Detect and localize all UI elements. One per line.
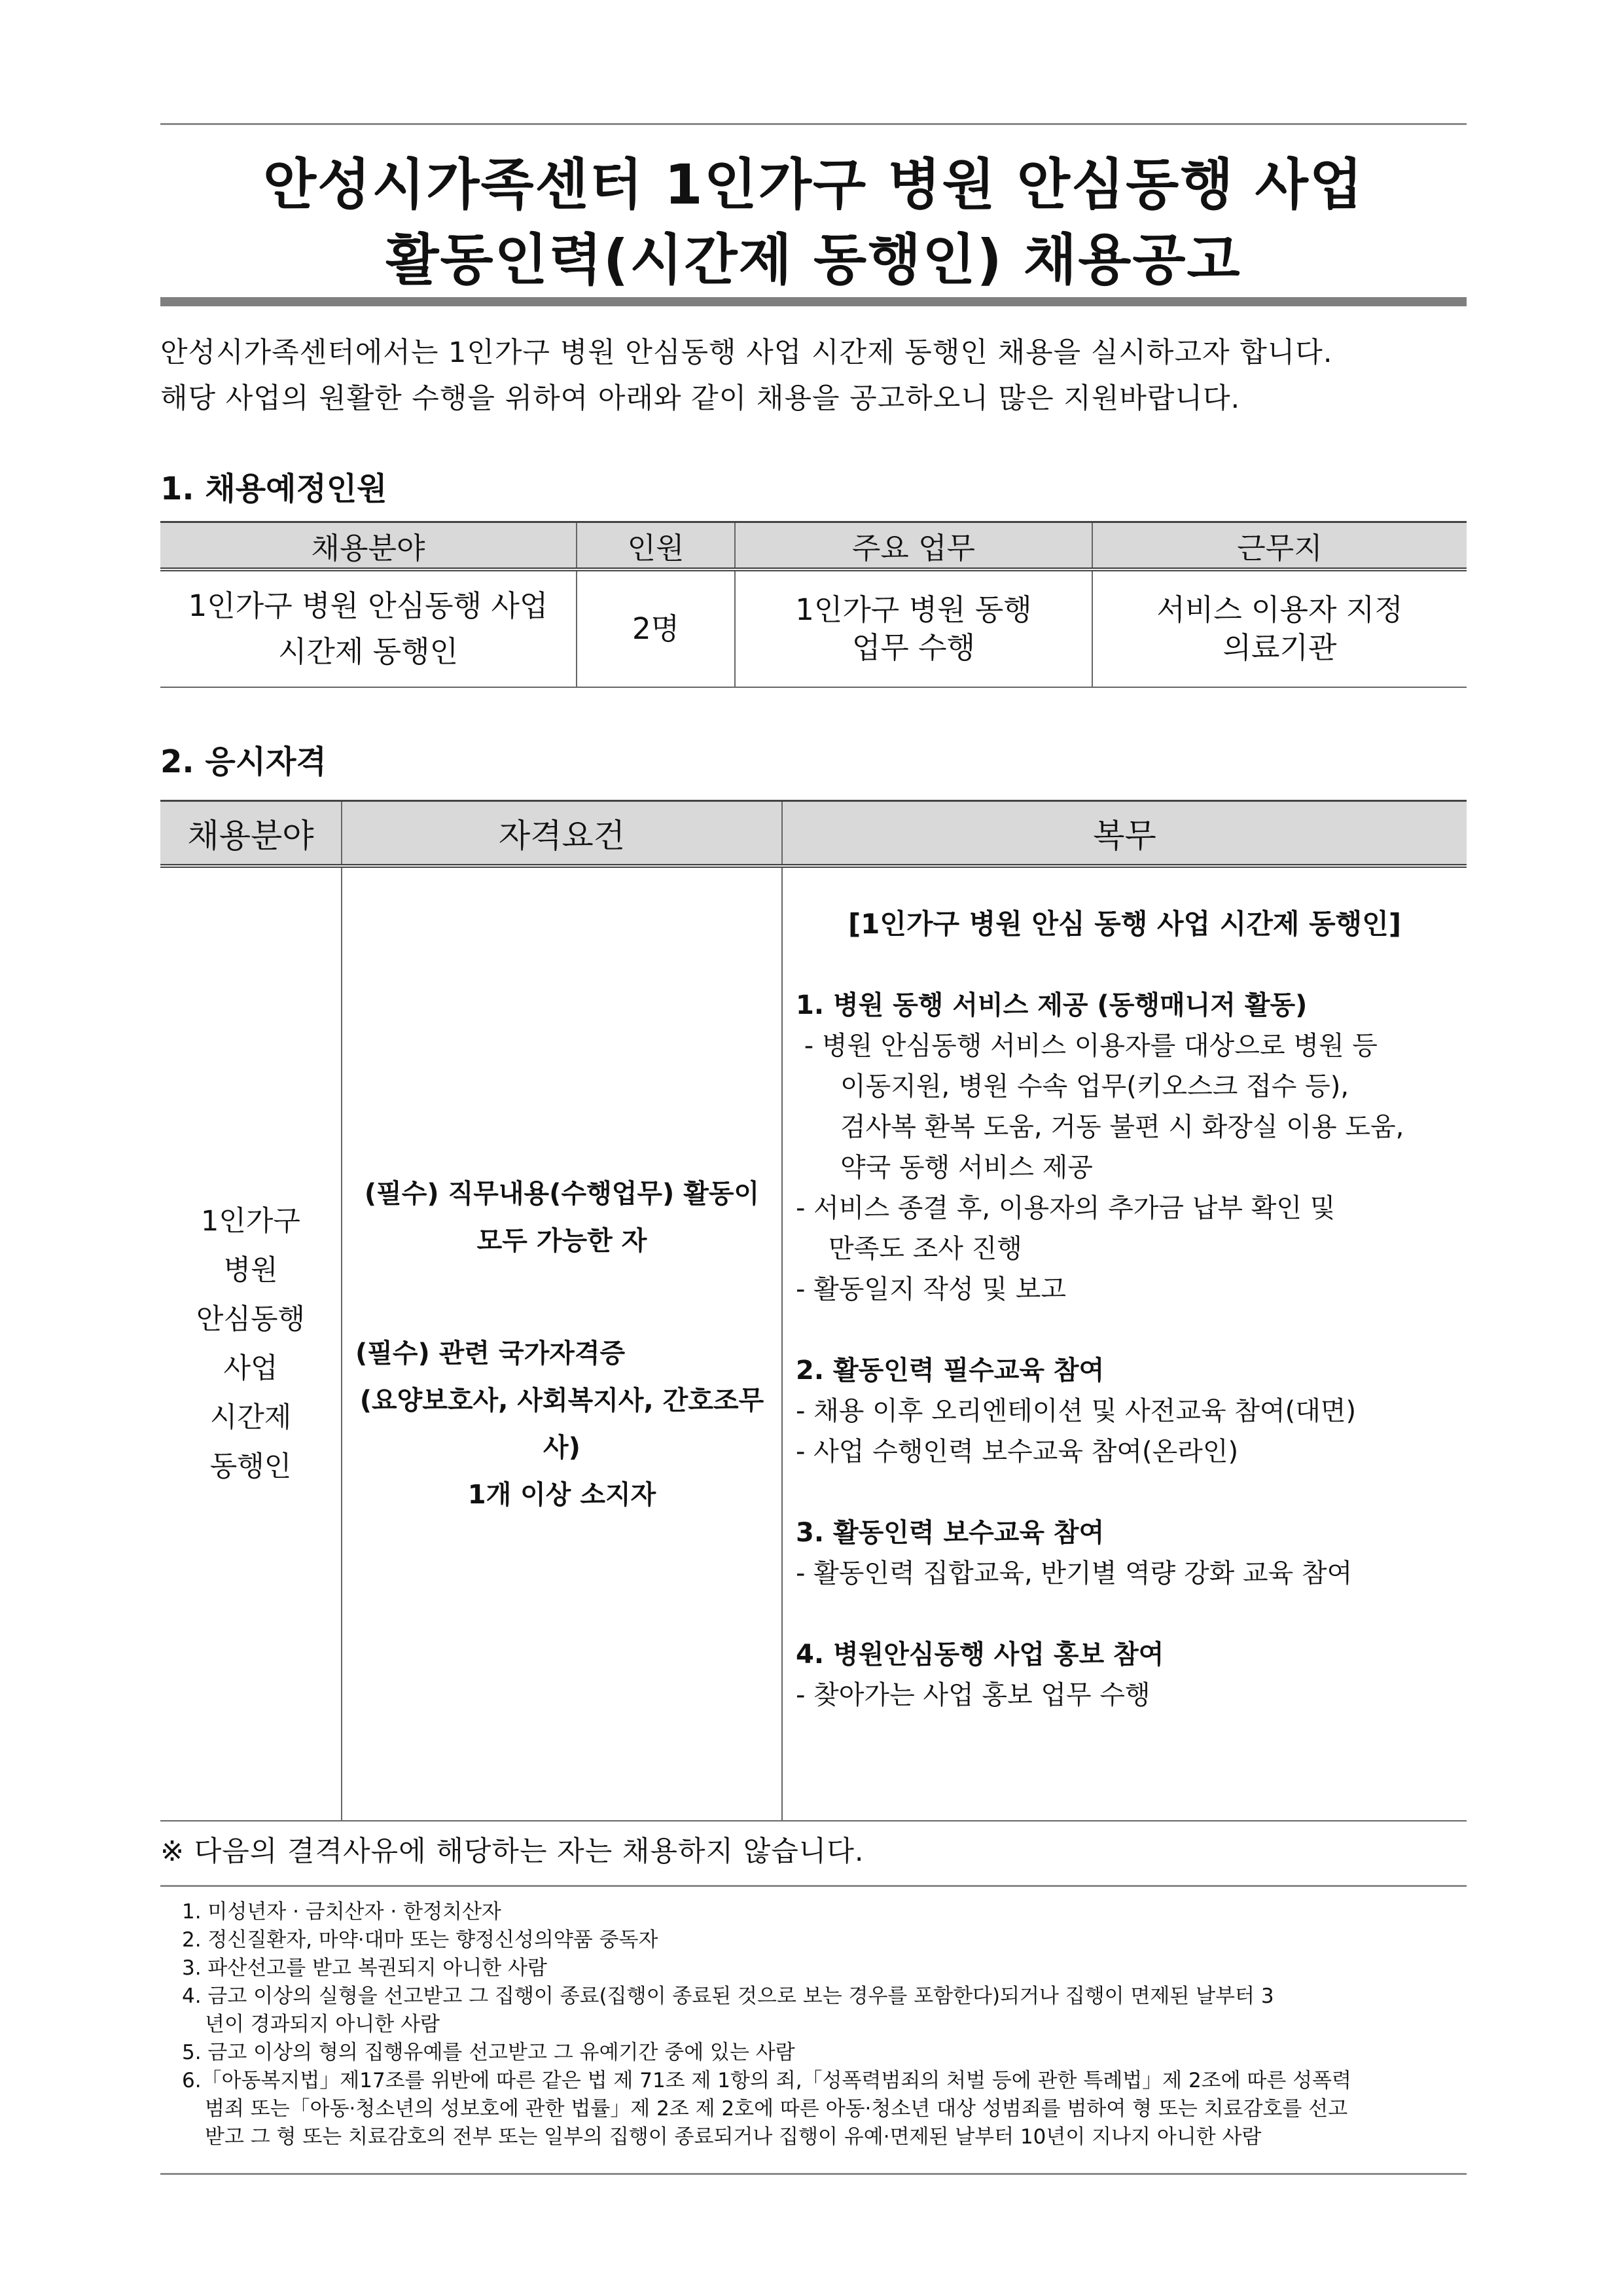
duty4-item: - 찾아가는 사업 홍보 업무 수행 xyxy=(796,1680,1150,1710)
category-line: 1인가구 xyxy=(201,1204,300,1238)
field-line2: 시간제 동행인 xyxy=(277,634,459,669)
req2-line2: (요양보호사, 사회복지사, 간호조무사) xyxy=(359,1385,764,1463)
duty1-item: - 병원 안심동행 서비스 이용자를 대상으로 병원 등 xyxy=(796,1031,1378,1061)
cell-requirements xyxy=(342,866,782,1821)
list-item-continued: 년이 경과되지 아니한 사람 xyxy=(205,2013,440,2036)
list-item: 3. 파산선고를 받고 복권되지 아니한 사람 xyxy=(182,1956,547,1980)
duty2-item: - 채용 이후 오리엔테이션 및 사전교육 참여(대면) xyxy=(796,1396,1357,1426)
duty1-item: - 활동일지 작성 및 보고 xyxy=(796,1274,1067,1304)
duty1-item: - 서비스 종결 후, 이용자의 추가금 납부 확인 및 xyxy=(796,1193,1336,1223)
header-duty: 주요 업무 xyxy=(735,522,1092,570)
notice-rule-top xyxy=(160,1885,1467,1887)
intro-line1: 안성시가족센터에서는 1인가구 병원 안심동행 사업 시간제 동행인 채용을 실시하고자 합니다. xyxy=(160,336,1333,369)
header-duties: 복무 xyxy=(782,801,1467,867)
page-title-line2: 활동인력(시간제 동행인) 채용공고 xyxy=(385,228,1241,292)
duty2-item: - 사업 수행인력 보수교육 참여(온라인) xyxy=(796,1437,1239,1467)
duty1-item: 검사복 환복 도움, 거동 불편 시 화장실 이용 도움, xyxy=(840,1112,1404,1142)
duty3-title: 3. 활동인력 보수교육 참여 xyxy=(796,1518,1105,1548)
place-line1: 서비스 이용자 지정 xyxy=(1156,592,1403,627)
cell-category xyxy=(160,866,342,1821)
page-title-line1: 안성시가족센터 1인가구 병원 안심동행 사업 xyxy=(262,152,1364,217)
list-item-continued: 범죄 또는「아동·청소년의 성보호에 관한 법률」제 2조 제 2호에 따른 아동·청소년 대상 성범죄를 범하여 형 또는 치료감호를 선고 xyxy=(205,2097,1348,2121)
duty1-item: 만족도 조사 진행 xyxy=(829,1234,1022,1264)
duty1-item: 약국 동행 서비스 제공 xyxy=(840,1153,1093,1183)
category-line: 시간제 xyxy=(209,1401,292,1434)
list-item: 6.「아동복지법」제17조를 위반에 따른 같은 법 제 71조 제 1항의 죄,「성폭력범죄의 처벌 등에 관한 특례법」제 2조에 따른 성폭력 xyxy=(182,2069,1351,2092)
cell-field xyxy=(160,569,577,687)
header-place: 근무지 xyxy=(1092,522,1467,570)
list-item: 2. 정신질환자, 마약·대마 또는 향정신성의약품 중독자 xyxy=(182,1928,658,1952)
req2-line1: (필수) 관련 국가자격증 xyxy=(355,1338,626,1369)
field-line1: 1인가구 병원 안심동행 사업 xyxy=(188,588,548,623)
notice-rule-bottom xyxy=(160,2173,1467,2175)
category-line: 사업 xyxy=(223,1352,278,1385)
header-count: 인원 xyxy=(577,522,735,570)
list-item: 5. 금고 이상의 형의 집행유예를 선고받고 그 유예기간 중에 있는 사람 xyxy=(182,2041,795,2064)
disqualification-notice: ※ 다음의 결격사유에 해당하는 자는 채용하지 않습니다. xyxy=(160,1835,865,1868)
recruitment-table xyxy=(160,521,1467,688)
table-row xyxy=(160,569,1467,687)
duties-heading: [1인가구 병원 안심 동행 사업 시간제 동행인] xyxy=(847,908,1402,940)
cell-duty xyxy=(735,569,1092,687)
section2-title: 2. 응시자격 xyxy=(160,744,327,780)
req1-line1: (필수) 직무내용(수행업무) 활동이 xyxy=(364,1178,760,1209)
req1-line2: 모두 가능한 자 xyxy=(476,1225,647,1256)
top-rule xyxy=(160,123,1467,125)
list-item: 4. 금고 이상의 실형을 선고받고 그 집행이 종료(집행이 종료된 것으로 보는 경우를 포함한다)되거나 집행이 면제된 날부터 3 xyxy=(182,1984,1274,2008)
duty-line1: 1인가구 병원 동행 xyxy=(795,592,1032,627)
duty-line2: 업무 수행 xyxy=(851,630,976,665)
disqualification-list xyxy=(182,1898,1465,2151)
category-line: 병원 xyxy=(223,1253,278,1287)
header-requirements: 자격요건 xyxy=(342,801,782,867)
list-item-continued: 받고 그 형 또는 치료감호의 전부 또는 일부의 집행이 종료되거나 집행이 유예·면제된 날부터 10년이 지나지 아니한 사람 xyxy=(205,2125,1262,2149)
place-line2: 의료기관 xyxy=(1222,630,1337,665)
title-divider xyxy=(160,297,1467,306)
header-field: 채용분야 xyxy=(160,801,342,867)
list-item: 1. 미성년자 · 금치산자 · 한정치산자 xyxy=(182,1900,501,1924)
duty1-item: 이동지원, 병원 수속 업무(키오스크 접수 등), xyxy=(840,1071,1349,1102)
table-row xyxy=(160,866,1467,1821)
duty1-title: 1. 병원 동행 서비스 제공 (동행매니저 활동) xyxy=(796,990,1308,1020)
duty2-title: 2. 활동인력 필수교육 참여 xyxy=(796,1355,1105,1386)
cell-place xyxy=(1092,569,1467,687)
duty4-title: 4. 병원안심동행 사업 홍보 참여 xyxy=(796,1640,1164,1670)
category-line: 안심동행 xyxy=(196,1302,306,1336)
header-field: 채용분야 xyxy=(160,522,577,570)
category-line: 동행인 xyxy=(209,1450,292,1483)
section1-title: 1. 채용예정인원 xyxy=(160,471,387,507)
duty3-item: - 활동인력 집합교육, 반기별 역량 강화 교육 참여 xyxy=(796,1558,1353,1588)
qualification-table xyxy=(160,800,1467,1821)
intro-line2: 해당 사업의 원활한 수행을 위하여 아래와 같이 채용을 공고하오니 많은 지원바랍니다. xyxy=(160,382,1241,415)
cell-count: 2명 xyxy=(577,569,735,687)
req2-line3: 1개 이상 소지자 xyxy=(467,1479,656,1510)
cell-duties xyxy=(782,866,1467,1821)
